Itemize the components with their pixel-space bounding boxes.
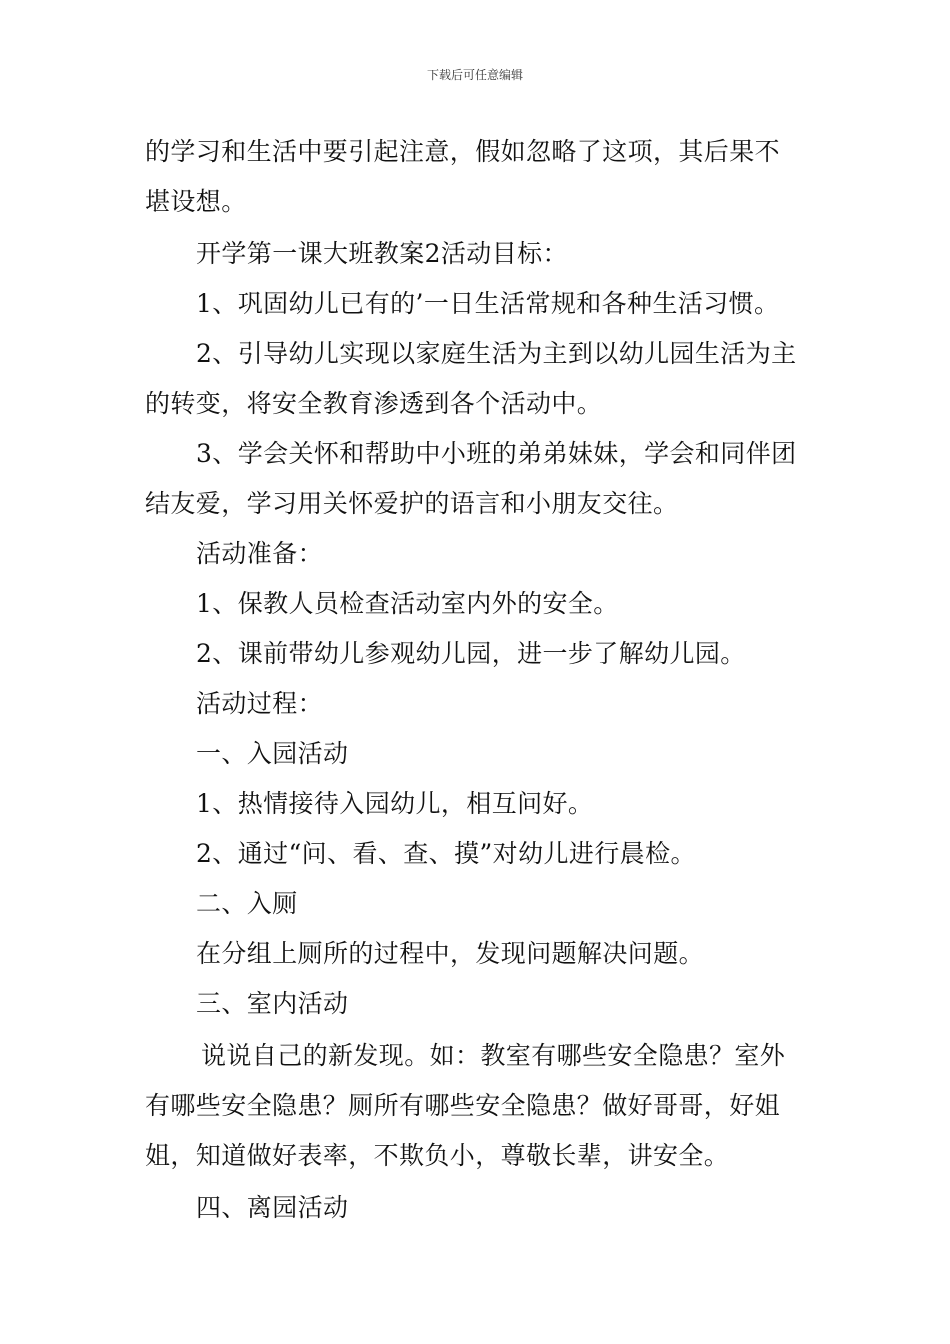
list-item: 2、通过“问、看、查、摸”对幼儿进行晨检。 (196, 839, 696, 868)
text-line: 的学习和生活中要引起注意，假如忽略了这项，其后果不 (145, 137, 781, 166)
section-heading: 四、离园活动 (196, 1193, 349, 1222)
section-heading: 活动准备： (196, 539, 324, 568)
text-line: 结友爱，学习用关怀爱护的语言和小朋友交往。 (145, 489, 679, 518)
list-item: 1、保教人员检查活动室内外的安全。 (196, 589, 619, 618)
section-heading: 一、入园活动 (196, 739, 349, 768)
text-line: 的转变，将安全教育渗透到各个活动中。 (145, 389, 603, 418)
section-heading: 二、入厕 (196, 889, 298, 918)
section-heading: 开学第一课大班教案2活动目标： (196, 239, 568, 268)
text-line: 堪设想。 (145, 187, 247, 216)
section-heading: 活动过程： (196, 689, 324, 718)
section-heading: 三、室内活动 (196, 989, 349, 1018)
paragraph-line: 说说自己的新发现。如：教室有哪些安全隐患？室外 (201, 1041, 786, 1070)
document-body (145, 127, 815, 1233)
paragraph-line: 在分组上厕所的过程中，发现问题解决问题。 (196, 939, 705, 968)
list-item: 1、热情接待入园幼儿，相互问好。 (196, 789, 594, 818)
list-item: 3、学会关怀和帮助中小班的弟弟妹妹，学会和同伴团 (196, 439, 797, 468)
list-item: 1、巩固幼儿已有的’一日生活常规和各种生活习惯。 (196, 289, 780, 318)
paragraph-line: 姐，知道做好表率，不欺负小，尊敬长辈，讲安全。 (145, 1141, 730, 1170)
list-item: 2、课前带幼儿参观幼儿园，进一步了解幼儿园。 (196, 639, 746, 668)
paragraph-line: 有哪些安全隐患？厕所有哪些安全隐患？做好哥哥，好姐 (145, 1091, 781, 1120)
page-header-note: 下载后可任意编辑 (426, 68, 523, 82)
list-item: 2、引导幼儿实现以家庭生活为主到以幼儿园生活为主 (196, 339, 797, 368)
